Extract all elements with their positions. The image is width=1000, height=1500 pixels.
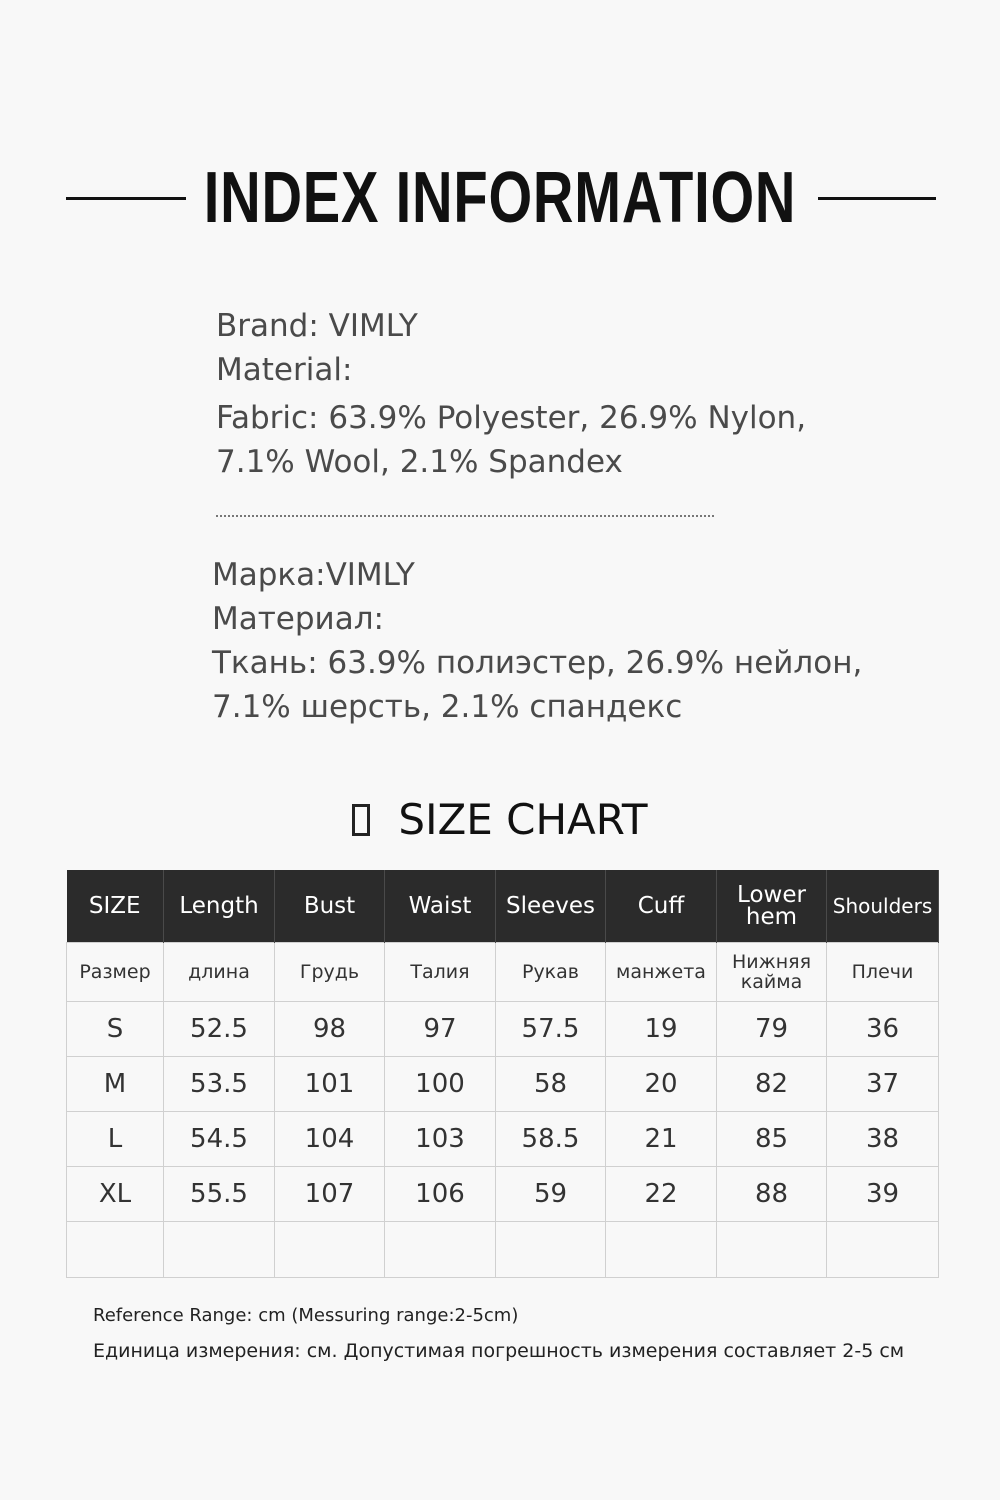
table-row-russian-headers	[67, 943, 939, 1002]
header-cell: Shoulders	[827, 870, 939, 943]
russian-info	[212, 553, 862, 729]
table-cell: 104	[275, 1112, 385, 1167]
table-cell	[67, 1222, 164, 1278]
header-cell: Length	[164, 870, 275, 943]
table-cell: Нижняя кайма	[717, 943, 827, 1002]
table-cell: 98	[275, 1002, 385, 1057]
table-cell	[275, 1222, 385, 1278]
header-cell: Lower hem	[717, 870, 827, 943]
table-cell: M	[67, 1057, 164, 1112]
fabric-line-2: 7.1% Wool, 2.1% Spandex	[216, 444, 623, 480]
table-cell: Размер	[67, 943, 164, 1002]
table-cell	[717, 1222, 827, 1278]
fabric-line-1: Fabric: 63.9% Polyester, 26.9% Nylon,	[216, 400, 807, 436]
table-cell: 36	[827, 1002, 939, 1057]
table-header-row	[67, 870, 939, 943]
table-cell: Талия	[385, 943, 496, 1002]
brand-line: Brand: VIMLY	[216, 308, 418, 344]
header-cell: Cuff	[606, 870, 717, 943]
english-info	[216, 304, 806, 484]
reference-note-ru: Единица измерения: см. Допустимая погрешность измерения составляет 2-5 см	[93, 1340, 905, 1362]
table-cell: манжета	[606, 943, 717, 1002]
header-cell: Waist	[385, 870, 496, 943]
table-cell: 21	[606, 1112, 717, 1167]
fabric-line-2-ru: 7.1% шерсть, 2.1% спандекс	[212, 689, 683, 725]
header-cell: Bust	[275, 870, 385, 943]
table-cell: 82	[717, 1057, 827, 1112]
table-cell	[496, 1222, 606, 1278]
table-row	[67, 1167, 939, 1222]
table-cell	[164, 1222, 275, 1278]
table-cell: 59	[496, 1167, 606, 1222]
size-table	[66, 870, 939, 1278]
table-cell: Грудь	[275, 943, 385, 1002]
table-cell: Рукав	[496, 943, 606, 1002]
page-title: INDEX INFORMATION	[203, 158, 797, 238]
material-label: Material:	[216, 352, 353, 388]
table-cell	[606, 1222, 717, 1278]
table-cell: Плечи	[827, 943, 939, 1002]
table-cell: 39	[827, 1167, 939, 1222]
material-label-ru: Материал:	[212, 601, 384, 637]
table-cell	[385, 1222, 496, 1278]
table-cell: S	[67, 1002, 164, 1057]
table-cell: 100	[385, 1057, 496, 1112]
size-chart-heading	[0, 795, 1000, 845]
table-cell: 22	[606, 1167, 717, 1222]
table-cell: 85	[717, 1112, 827, 1167]
table-cell: 106	[385, 1167, 496, 1222]
table-cell: L	[67, 1112, 164, 1167]
table-cell: 55.5	[164, 1167, 275, 1222]
table-row	[67, 1112, 939, 1167]
brand-line-ru: Марка:VIMLY	[212, 557, 415, 593]
size-chart-title: SIZE CHART	[398, 795, 648, 844]
table-cell: 58	[496, 1057, 606, 1112]
table-cell: 103	[385, 1112, 496, 1167]
table-cell: 88	[717, 1167, 827, 1222]
fabric-line-1-ru: Ткань: 63.9% полиэстер, 26.9% нейлон,	[212, 645, 863, 681]
table-cell: длина	[164, 943, 275, 1002]
table-cell: 79	[717, 1002, 827, 1057]
table-cell: 57.5	[496, 1002, 606, 1057]
reference-note: Reference Range: cm (Messuring range:2-5cm)	[93, 1305, 519, 1326]
table-cell: 37	[827, 1057, 939, 1112]
table-row	[67, 1002, 939, 1057]
table-cell: 54.5	[164, 1112, 275, 1167]
table-cell: 58.5	[496, 1112, 606, 1167]
header-cell: Sleeves	[496, 870, 606, 943]
table-row	[67, 1057, 939, 1112]
header-cell: SIZE	[67, 870, 164, 943]
table-cell: 19	[606, 1002, 717, 1057]
table-cell	[827, 1222, 939, 1278]
table-cell: 52.5	[164, 1002, 275, 1057]
table-cell: 53.5	[164, 1057, 275, 1112]
dotted-divider	[216, 515, 714, 517]
table-cell: 107	[275, 1167, 385, 1222]
table-cell: XL	[67, 1167, 164, 1222]
table-cell: 101	[275, 1057, 385, 1112]
ruler-icon	[352, 804, 370, 836]
table-row-empty	[67, 1222, 939, 1278]
table-cell: 20	[606, 1057, 717, 1112]
table-cell: 38	[827, 1112, 939, 1167]
table-cell: 97	[385, 1002, 496, 1057]
